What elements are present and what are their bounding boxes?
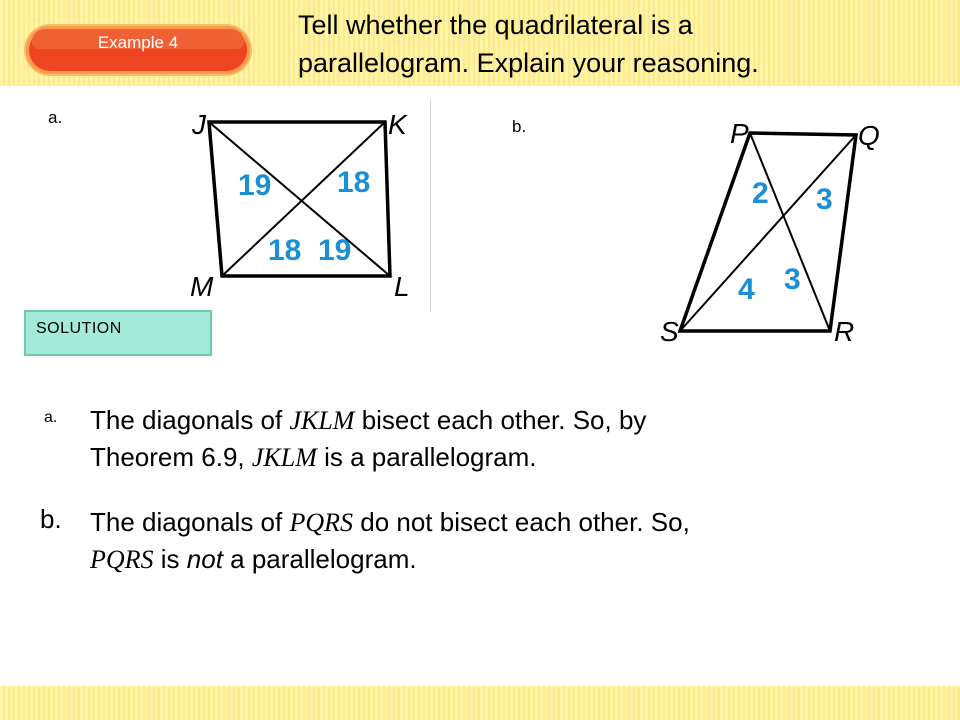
answer-a-text-1: The diagonals of: [90, 405, 290, 435]
answer-a-text-3: Theorem 6.9,: [90, 442, 252, 472]
answer-b-emphasis: not: [186, 544, 223, 574]
vertex-p: P: [730, 118, 749, 149]
answer-b-line-2: [90, 541, 950, 578]
answer-a-text-2: bisect each other. So, by: [354, 405, 647, 435]
segment-label-kp: 18: [337, 166, 371, 199]
segment-label-jp: 19: [238, 169, 272, 202]
footer-band: [0, 686, 960, 720]
vertex-l: L: [394, 271, 410, 302]
segment-label-mp: 18: [268, 234, 302, 267]
quadrilateral-pqrs: [680, 133, 856, 331]
segment-label-st: 4: [738, 273, 755, 306]
answer-b-shape-2: PQRS: [90, 545, 154, 574]
segment-label-pt: 2: [752, 177, 769, 210]
answer-a-label: a.: [44, 409, 58, 426]
title-line-1: Tell whether the quadrilateral is a: [298, 10, 693, 40]
vertex-s: S: [660, 316, 679, 347]
answer-b-line-1: [90, 504, 950, 541]
answer-b-text-1: The diagonals of: [90, 507, 290, 537]
example-badge: [26, 26, 250, 74]
solution-label: SOLUTION: [36, 320, 122, 337]
answer-a-shape-2: JKLM: [251, 443, 317, 472]
answer-b-text-3: is: [153, 544, 187, 574]
figure-a-jklm: [180, 100, 425, 305]
answer-a-line-1: [90, 402, 950, 439]
answer-a-text-4: is a parallelogram.: [316, 442, 537, 472]
segment-label-rt: 3: [784, 263, 801, 296]
figure-divider: [430, 100, 431, 312]
vertex-r: R: [834, 316, 855, 347]
answer-b-text-5: a parallelogram.: [222, 544, 417, 574]
vertex-m: M: [190, 271, 214, 302]
figure-b-pqrs: [650, 105, 890, 350]
answer-b-text: [90, 504, 950, 578]
vertex-q: Q: [858, 120, 880, 151]
vertex-j: J: [192, 109, 206, 140]
figure-a-label: a.: [48, 108, 63, 127]
solution-box: [24, 310, 212, 356]
segment-label-qt: 3: [816, 183, 833, 216]
page-title: [298, 6, 948, 82]
answer-a-line-2: [90, 439, 950, 476]
vertex-k: K: [388, 109, 407, 140]
answer-b-label: b.: [40, 504, 62, 534]
answer-b-shape-1: PQRS: [289, 508, 354, 537]
title-line-2: parallelogram. Explain your reasoning.: [298, 48, 759, 78]
figure-b-label: b.: [512, 117, 527, 136]
answer-a-text: [90, 402, 950, 476]
example-label: Example 4: [97, 33, 179, 52]
answer-b-text-2: do not bisect each other. So,: [353, 507, 690, 537]
answer-a-shape-1: JKLM: [289, 406, 355, 435]
segment-label-lp: 19: [318, 234, 352, 267]
